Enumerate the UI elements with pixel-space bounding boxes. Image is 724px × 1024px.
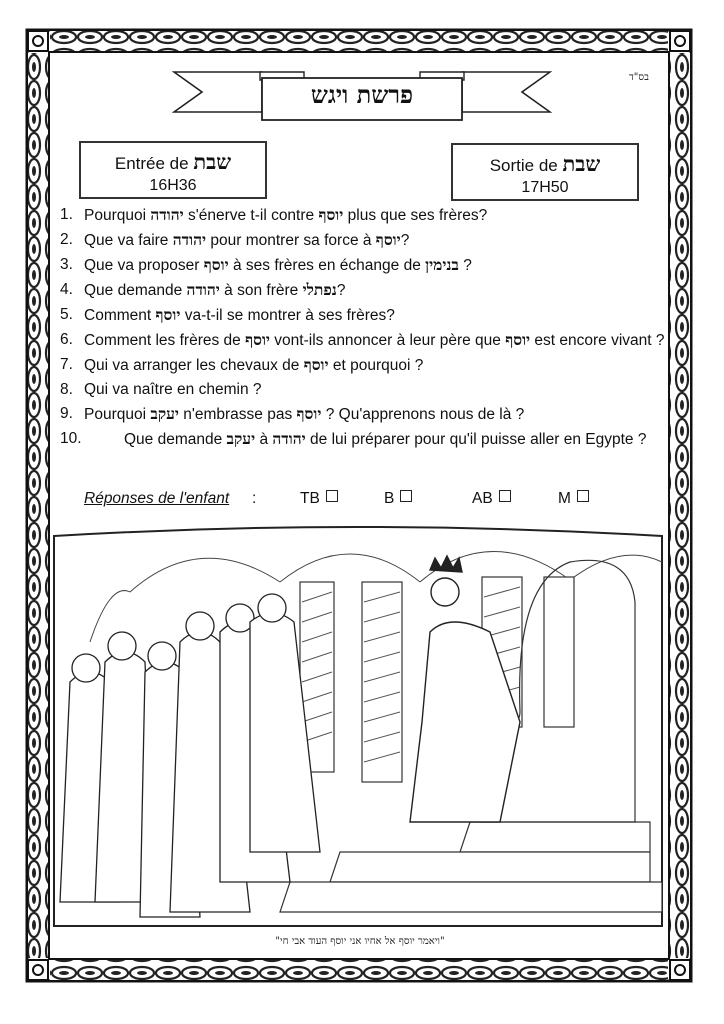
hebrew-name: יוסף: [303, 355, 329, 374]
question-text: Que demande: [84, 282, 187, 299]
hebrew-name: יוסף: [375, 230, 401, 249]
exit-hebrew: שבת: [562, 151, 601, 176]
answer-option-label: AB: [472, 490, 493, 507]
question-number: 7.: [60, 356, 73, 373]
hebrew-name: יוסף: [505, 330, 531, 349]
question-text: Qui va arranger les chevaux de: [84, 357, 304, 374]
hebrew-name: יוסף: [203, 255, 229, 274]
question-number: 2.: [60, 231, 73, 248]
hebrew-name: יוסף: [296, 404, 322, 423]
question-item: [60, 228, 670, 253]
question-text: plus que ses frères?: [343, 207, 488, 224]
hebrew-name: יהודה: [186, 280, 220, 299]
bsd-mark: בס"ד: [629, 72, 649, 83]
question-text: ? Qu'apprenons nous de là ?: [321, 406, 525, 423]
answer-option-label: B: [384, 490, 395, 507]
question-text: Qui va naître en chemin ?: [84, 381, 262, 398]
entry-label-row: [81, 149, 265, 175]
question-text: vont-ils annoncer à leur père que: [269, 332, 506, 349]
parasha-title: פרשת ויגש: [310, 80, 414, 109]
question-text: s'énerve t-il contre: [183, 207, 319, 224]
verse-caption: "ויאמר יוסף אל אחיו אני יוסף העוד אבי חי": [275, 936, 445, 947]
hebrew-name: יעקב: [150, 404, 179, 423]
question-item: [60, 253, 670, 278]
entry-time: 16H36: [149, 177, 197, 194]
question-text: n'embrasse pas: [178, 406, 297, 423]
question-item: [60, 278, 670, 303]
hebrew-name: יהודה: [150, 205, 184, 224]
entry-label: Entrée de: [114, 154, 189, 173]
question-text: et pourquoi ?: [328, 357, 424, 374]
hebrew-name: יוסף: [318, 205, 344, 224]
exit-time-box: [451, 143, 639, 201]
question-text: Comment les frères de: [84, 332, 246, 349]
answer-option-b[interactable]: [384, 490, 412, 508]
question-number: 1.: [60, 206, 73, 223]
question-text: Comment: [84, 307, 156, 324]
hebrew-name: נפתלי: [302, 280, 337, 299]
entry-time-box: [79, 141, 267, 199]
question-text: à ses frères en échange de: [228, 257, 426, 274]
question-number: 8.: [60, 381, 73, 398]
question-text: Pourquoi: [84, 406, 151, 423]
question-text: ?: [336, 282, 346, 299]
illustration-joseph-and-brothers: [50, 522, 666, 932]
question-item: [60, 402, 670, 427]
answer-option-ab[interactable]: [472, 490, 511, 508]
question-number: 10.: [60, 430, 82, 447]
answers-colon: :: [252, 490, 257, 507]
question-text: ?: [458, 257, 472, 274]
checkbox-icon[interactable]: [400, 490, 412, 502]
question-number: 9.: [60, 405, 73, 422]
question-text: est encore vivant ?: [530, 332, 665, 349]
question-item: [60, 203, 670, 228]
question-number: 4.: [60, 281, 73, 298]
question-text: à: [255, 431, 273, 448]
question-text: ?: [400, 232, 410, 249]
exit-label-row: [453, 151, 637, 177]
hebrew-name: יעקב: [226, 429, 256, 448]
question-text: pour montrer sa force à: [206, 232, 376, 249]
answer-option-label: TB: [300, 490, 320, 507]
hebrew-name: יהודה: [172, 230, 207, 249]
question-text: Que va faire: [84, 232, 173, 249]
question-text: va-t-il se montrer à ses frères?: [180, 307, 395, 324]
exit-label: Sortie de: [489, 156, 558, 175]
checkbox-icon[interactable]: [326, 490, 338, 502]
checkbox-icon[interactable]: [499, 490, 511, 502]
checkbox-icon[interactable]: [577, 490, 589, 502]
question-item: [60, 427, 670, 452]
hebrew-name: יהודה: [272, 429, 306, 448]
answer-option-m[interactable]: [558, 490, 589, 508]
question-text: à son frère: [219, 282, 303, 299]
hebrew-name: בנימין: [425, 255, 459, 274]
entry-hebrew: שבת: [193, 149, 232, 174]
question-list: [60, 203, 670, 452]
question-number: 6.: [60, 331, 73, 348]
steps: [280, 852, 662, 912]
title-banner: [172, 66, 552, 126]
answer-option-tb[interactable]: [300, 490, 338, 508]
hebrew-name: יוסף: [155, 305, 181, 324]
question-text: Pourquoi: [84, 207, 151, 224]
exit-time: 17H50: [521, 179, 569, 196]
answers-label: Réponses de l'enfant: [84, 490, 230, 507]
question-text: Que demande: [124, 431, 227, 448]
question-item: [60, 328, 670, 353]
question-text: de lui préparer pour qu'il puisse aller en Egypte ?: [305, 431, 647, 448]
hebrew-name: יוסף: [245, 330, 270, 349]
answers-row: [84, 490, 644, 514]
question-number: 3.: [60, 256, 73, 273]
question-text: Que va proposer: [84, 257, 204, 274]
question-item: [60, 303, 670, 328]
question-item: [60, 378, 670, 402]
answer-option-label: M: [558, 490, 571, 507]
question-item: [60, 353, 670, 378]
question-number: 5.: [60, 306, 73, 323]
